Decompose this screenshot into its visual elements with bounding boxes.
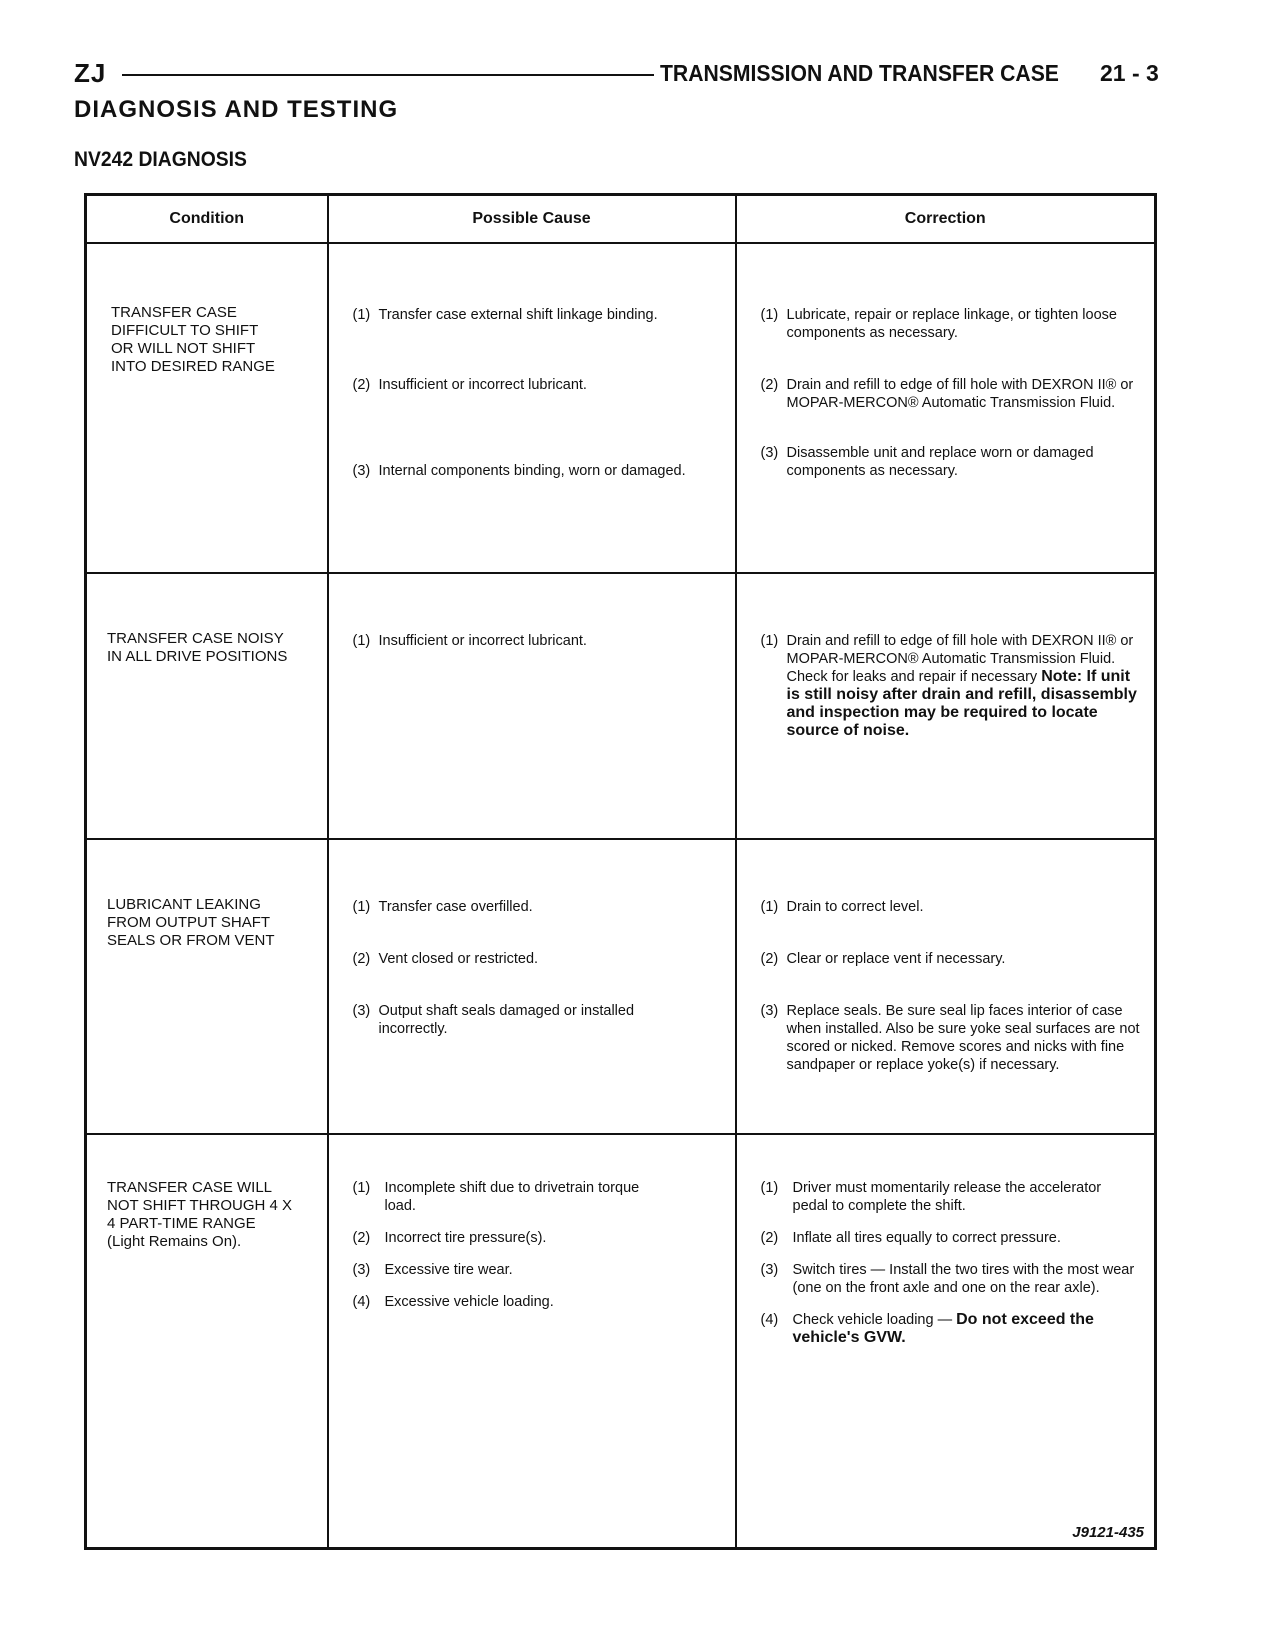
correction-cell xyxy=(736,839,1156,1133)
cause-cell xyxy=(328,839,736,1133)
cause-item: (1) Transfer case overfilled. xyxy=(352,899,533,916)
correction-item: (1) Drain and refill to edge of fill hole with DEXRON II® or MOPAR-MERCON® Automatic Transmission Fluid. Check for leaks and repair if necessary Note: If unit is still noisy after drain and refill, disassembly and inspection may be required to locate source of noise. xyxy=(760,633,1137,740)
cause-item: (2) Insufficient or incorrect lubricant. xyxy=(352,377,587,393)
correction-item: (3) Replace seals. Be sure seal lip faces interior of case when installed. Also be sure yoke seal surfaces are not scored or nicked. Remove scores and nicks with fine sandpaper or replace yoke(s) if necessary. xyxy=(760,1003,1140,1074)
sub-title: NV242 DIAGNOSIS xyxy=(74,148,247,171)
header-rule xyxy=(122,74,654,76)
correction-item: (3) Disassemble unit and replace worn or damaged components as necessary. xyxy=(760,445,1094,479)
condition-cell xyxy=(86,573,328,839)
header-correction: Correction xyxy=(736,195,1156,244)
cause-item: (1) Incomplete shift due to drivetrain torque load. xyxy=(352,1179,640,1214)
cause-item: (1) Transfer case external shift linkage binding. xyxy=(352,307,658,323)
correction-note: Note: If unit is still noisy after drain and refill, disassembly and inspection may be required to locate source of noise. xyxy=(786,668,1137,740)
condition-text: TRANSFER CASE WILL NOT SHIFT THROUGH 4 X 4 PART-TIME RANGE (Light Remains On). xyxy=(87,1135,307,1251)
table-row xyxy=(86,243,1156,573)
correction-item: (1) Driver must momentarily release the accelerator pedal to complete the shift. xyxy=(760,1179,1102,1214)
header-title: TRANSMISSION AND TRANSFER CASE xyxy=(660,60,1059,86)
cause-item: (4) Excessive vehicle loading. xyxy=(352,1293,554,1310)
table-row xyxy=(86,839,1156,1133)
cause-item: (2) Incorrect tire pressure(s). xyxy=(352,1229,547,1246)
header-model: ZJ xyxy=(74,58,107,88)
condition-cell xyxy=(86,839,328,1133)
cause-item: (3) Internal components binding, worn or damaged. xyxy=(352,463,686,479)
correction-cell xyxy=(736,1134,1156,1549)
condition-note: (Light Remains On). xyxy=(107,1232,242,1250)
section-title: DIAGNOSIS AND TESTING xyxy=(74,96,399,123)
correction-cell xyxy=(736,573,1156,839)
table-header-row xyxy=(86,195,1156,244)
cause-item: (1) Insufficient or incorrect lubricant. xyxy=(352,633,587,650)
condition-text: TRANSFER CASE NOISY IN ALL DRIVE POSITIONS xyxy=(107,630,288,666)
correction-item: (4) Check vehicle loading — Do not exceed the vehicle's GVW. xyxy=(760,1310,1094,1346)
condition-text: TRANSFER CASE DIFFICULT TO SHIFT OR WILL NOT SHIFT INTO DESIRED RANGE xyxy=(111,304,275,375)
header-possible-cause: Possible Cause xyxy=(328,195,736,244)
cause-item: (2) Vent closed or restricted. xyxy=(352,951,539,968)
correction-item: (1) Drain to correct level. xyxy=(760,899,924,916)
cause-cell xyxy=(328,573,736,839)
cause-item: (3) Excessive tire wear. xyxy=(352,1261,513,1278)
cause-item: (3) Output shaft seals damaged or installed incorrectly. xyxy=(352,1003,635,1038)
condition-cell xyxy=(86,243,328,573)
correction-item: (2) Clear or replace vent if necessary. xyxy=(760,951,1006,968)
correction-cell xyxy=(736,243,1156,573)
cause-cell xyxy=(328,1134,736,1549)
correction-item: (2) Inflate all tires equally to correct pressure. xyxy=(760,1229,1061,1246)
table-row xyxy=(86,573,1156,839)
table-row xyxy=(86,1134,1156,1549)
page-number: 21 - 3 xyxy=(1100,60,1159,86)
diagnosis-table xyxy=(84,193,1157,1550)
condition-cell xyxy=(86,1134,328,1549)
correction-item: (1) Lubricate, repair or replace linkage, or tighten loose components as necessary. xyxy=(760,307,1117,341)
condition-text: LUBRICANT LEAKING FROM OUTPUT SHAFT SEALS OR FROM VENT xyxy=(107,896,275,950)
correction-item: (2) Drain and refill to edge of fill hole with DEXRON II® or MOPAR-MERCON® Automatic Transmission Fluid. xyxy=(760,377,1134,411)
figure-reference: J9121-435 xyxy=(1072,1524,1144,1541)
header-condition: Condition xyxy=(86,195,328,244)
correction-warning: Do not exceed the vehicle's GVW. xyxy=(792,1310,1094,1346)
correction-item: (3) Switch tires — Install the two tires with the most wear (one on the front axle and one on the rear axle). xyxy=(760,1261,1135,1296)
cause-cell xyxy=(328,243,736,573)
